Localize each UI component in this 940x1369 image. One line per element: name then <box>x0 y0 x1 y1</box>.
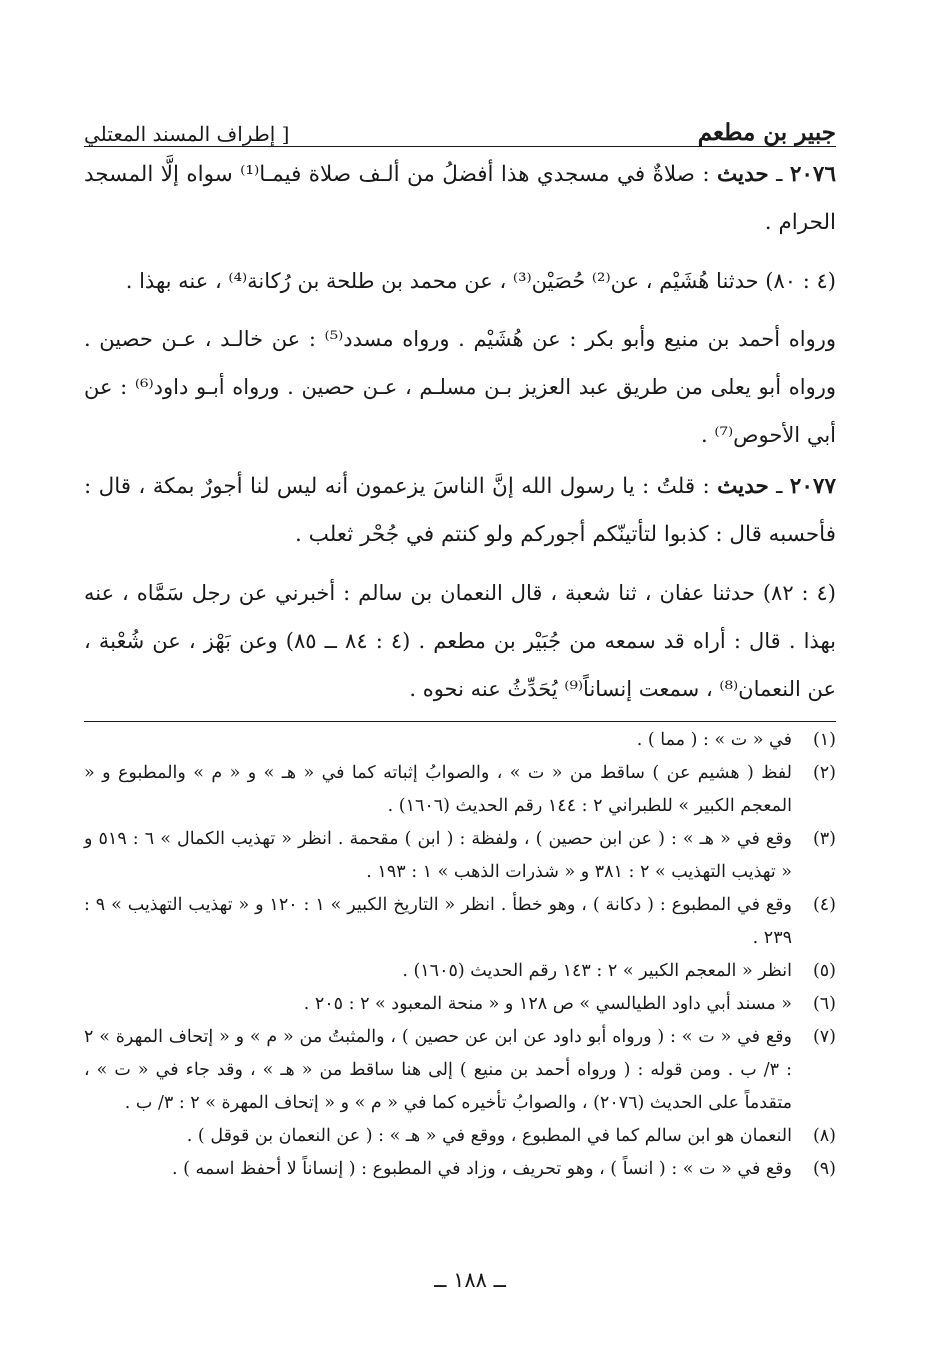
footnote-item <box>84 823 836 889</box>
hadith-label: حديث <box>717 474 769 499</box>
footnote-item <box>84 1120 836 1153</box>
page-number: ــ ١٨٨ ــ <box>434 1268 506 1292</box>
footnote-item <box>84 724 836 757</box>
footnote-number: (٣) <box>812 829 836 849</box>
footnote-item <box>84 1153 836 1186</box>
page-body <box>84 108 836 1186</box>
footnote-number: (٥) <box>812 961 836 981</box>
footnote-item <box>84 889 836 955</box>
footnote-number: (٩) <box>812 1159 836 1179</box>
footnote-number: (٧) <box>812 1027 836 1047</box>
footnote-number: (٤) <box>812 895 836 915</box>
footnotes <box>84 724 836 1186</box>
footnote-number: (٢) <box>812 763 836 783</box>
footnote-text: « مسند أبي داود الطيالسي » ص ١٢٨ و « منحة المعبود » ٢ : ٢٠٥ . <box>303 994 792 1014</box>
header-section-title: جبير بن مطعم <box>697 119 836 146</box>
footnote-text: وقع في « هـ » : ( عن ابن حصين ) ، ولفظة : ( ابن ) مقحمة . انظر « تهذيب الكمال » ٦ : ٥١٩ و « تهذيب التهذيب » ٢ : ٣٨١ و « شذرات الذهب » ١ : ١٩٣ . <box>84 829 793 882</box>
footnote-item <box>84 757 836 823</box>
footnote-item <box>84 1021 836 1120</box>
hadith-dash: ـ <box>768 474 790 499</box>
footnote-divider <box>84 721 836 722</box>
running-header <box>84 108 836 147</box>
footnote-number: (١) <box>812 730 836 750</box>
footnote-text: انظر « المعجم الكبير » ٢ : ١٤٣ رقم الحديث (١٦٠٥) . <box>402 961 792 981</box>
hadith-number: ٢٠٧٧ <box>789 474 836 499</box>
footnote-text: وقع في « ت » : ( انساً ) ، وهو تحريف ، وزاد في المطبوع : ( إنساناً لا أحفظ اسمه ) . <box>171 1159 792 1179</box>
footnote-text: وقع في « ت » : ( ورواه أبو داود عن ابن عن حصين ) ، والمثبتُ من « م » و « إتحاف المهرة » ٢ : ٣/ ب . ومن قوله : ( ورواه أحمد بن منيع ) إلى هنا ساقط من « هـ » ، وقد جاء في « ت » ، متقدماً على الحديث (٢٠٧٦) ، والصوابُ تأخيره كما في « م » و « إتحاف المهرة » ٢ : ٣/ ب . <box>84 1027 792 1113</box>
footnote-text: في « ت » : ( مما ) . <box>636 730 792 750</box>
hadith-text: : قلتُ : يا رسول الله إنَّ الناسَ يزعمون أنه ليس لنا أجورٌ بمكة ، قال : فأحسبه قال : كذبوا لتأتينّكم أجوركم ولو كنتم في جُحْر ثعلب . <box>84 474 836 547</box>
footnote-item <box>84 955 836 988</box>
footnote-text: وقع في المطبوع : ( دكانة ) ، وهو خطأ . انظر « التاريخ الكبير » ١ : ١٢٠ و « تهذيب التهذيب » ٩ : ٢٣٩ . <box>84 895 792 948</box>
hadith-2076 <box>84 151 836 247</box>
hadith-number: ٢٠٧٦ <box>789 162 837 187</box>
isnad-paragraph-3: (٤ : ٨٢) حدثنا عفان ، ثنا شعبة ، قال النعمان بن سالم : أخبرني عن رجل سَمَّاه ، عنه بهذا . قال : أراه قد سمعه من جُبَيْر بن مطعم . (٤ : ٨٤ ــ ٨٥) وعن بَهْز ، عن شُعْبة ، عن النعمان⁽⁸⁾ ، سمعت إنساناً⁽⁹⁾ يُحَدِّثُ عنه نحوه . <box>84 581 836 701</box>
isnad-paragraph-2: ورواه أحمد بن منيع وأبو بكر : عن هُشَيْم . ورواه مسدد⁽⁵⁾ : عن خالـد ، عـن حصين . ورواه أبو يعلى من طريق عبد العزيز بـن مسلـم ، عـن حصين . ورواه أبـو داود⁽⁶⁾ : عن أبي الأحوص⁽⁷⁾ . <box>84 327 836 447</box>
hadith-2077 <box>84 463 836 559</box>
hadith-dash: ـ <box>768 162 790 187</box>
header-book-title: [ إطراف المسند المعتلي <box>84 122 290 146</box>
footnote-number: (٨) <box>812 1126 836 1146</box>
hadith-text: : صلاةٌ في مسجدي هذا أفضلُ من ألـف صلاة فيمـا⁽¹⁾ سواه إلَّا المسجد الحرام . <box>84 162 836 235</box>
hadith-label: حديث <box>717 162 769 187</box>
footnote-number: (٦) <box>812 994 836 1014</box>
isnad-paragraph-1: (٤ : ٨٠) حدثنا هُشَيْم ، عن⁽²⁾ حُصَيْن⁽³⁾ ، عن محمد بن طلحة بن رُكانة⁽⁴⁾ ، عنه بهذا . <box>125 269 836 293</box>
footnote-text: النعمان هو ابن سالم كما في المطبوع ، ووقع في « هـ » : ( عن النعمان بن قوقل ) . <box>186 1126 792 1146</box>
footnote-text: لفظ ( هشيم عن ) ساقط من « ت » ، والصوابُ إثباته كما في « هـ » و « م » والمطبوع و « المعجم الكبير » للطبراني ٢ : ١٤٤ رقم الحديث (١٦٠٦) . <box>84 763 792 816</box>
footnote-item <box>84 988 836 1021</box>
